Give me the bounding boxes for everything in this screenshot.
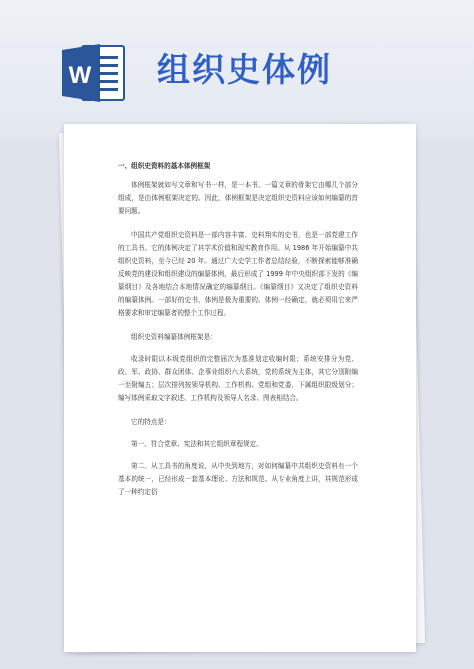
document-page bbox=[64, 124, 416, 652]
section-heading: 一、组织史资料的基本体例框架 bbox=[118, 162, 211, 170]
logo-letter: W bbox=[68, 62, 92, 89]
paragraph-5: 它的特点是： bbox=[131, 418, 171, 426]
word-document-icon bbox=[62, 42, 126, 104]
page-title: 组织史体例 bbox=[157, 50, 332, 89]
paragraph-7: 第二、从工具书的角度说，从中央到地方，对如何编纂中共组织史资料有一个基本的统一，已经形成一套基本理论、方法和规范。从专业角度上讲，其规范形成了一种约定俗 bbox=[118, 462, 358, 496]
document-content bbox=[118, 160, 358, 510]
paragraph-4: 收录时限以本级党组织的完整届次为基准划定收编时限；系统安排分为党、政、军、政协、群众团体、企事业组织六大系统，党的系统为主体，其它分别附编一至附编五；层次排列按领导机构、工作机构、党组和党委、下属组织限级划分；编写体例采取文字叙述、工作机构及领导人名录、图表相结合。 bbox=[118, 355, 358, 402]
paragraph-2: 中国共产党组织史资料是一部内容丰富、史料翔实的史书，也是一部党建工作的工具书。它的体例决定了其学术价值和现实教育作用。从 1986 年开始编纂中共组织史资料，至今已经 20 年。通过广大史学工作者总结经验，不断探索能够准确反映党的建设和组织建设的编纂体例，最后形成了 1999 年中央组织部下发的《编纂纲目》及各地结合本地情况确定的编纂纲目。《编纂纲目》又决定了组织史资料的编纂体例。一部好的史书，体例是极为重要的。体例一经确定，就必须用它来严格要求和审定编纂者的整个工作过程。 bbox=[118, 231, 358, 317]
paragraph-6: 第一、符合党章、宪法和其它组织章程规定。 bbox=[131, 440, 263, 448]
paragraph-3: 组织史资料编纂体例框架是： bbox=[131, 333, 217, 341]
paragraph-1: 体例框架就如写文章和写书一样，是一本书、一篇文章的骨架它由哪几个部分组成，是由体例框架决定的。因此，体例框架是决定组织史资料应该如何编纂的首要问题。 bbox=[118, 181, 358, 215]
